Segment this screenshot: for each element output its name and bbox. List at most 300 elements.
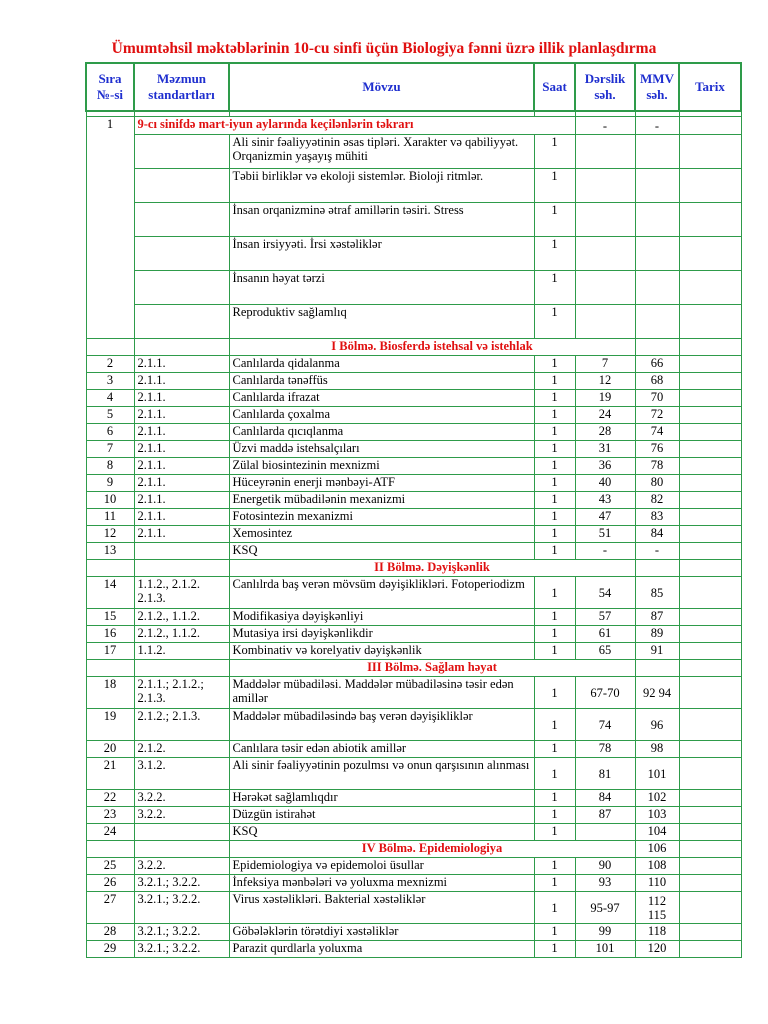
row-number: 2 — [86, 356, 134, 373]
mmv-cell: 83 — [635, 509, 679, 526]
saat-cell: 1 — [534, 356, 575, 373]
table-row — [86, 626, 741, 643]
standard-cell — [134, 237, 229, 271]
table-row — [86, 709, 741, 741]
standard-cell — [134, 135, 229, 169]
saat-cell: 1 — [534, 271, 575, 305]
mmv-cell: 118 — [635, 924, 679, 941]
mmv-cell — [635, 237, 679, 271]
topic-cell: Üzvi maddə istehsalçıları — [229, 441, 534, 458]
standard-cell: 2.1.1. — [134, 390, 229, 407]
table-row — [86, 543, 741, 560]
standard-cell: 3.2.1.; 3.2.2. — [134, 924, 229, 941]
table-row — [86, 526, 741, 543]
tarix-cell — [679, 841, 741, 858]
mmv-cell: 85 — [635, 577, 679, 609]
topic-cell: Maddələr mübadiləsi. Maddələr mübadiləsinə təsir edən amillər — [229, 677, 534, 709]
tarix-cell — [679, 941, 741, 958]
table-row — [86, 790, 741, 807]
topic-cell: İnfeksiya mənbələri və yoluxma mexnizmi — [229, 875, 534, 892]
row-number: 12 — [86, 526, 134, 543]
tarix-cell — [679, 560, 741, 577]
derslik-cell: 87 — [575, 807, 635, 824]
tarix-cell — [679, 424, 741, 441]
header-mezmun: Məzmun standartları — [134, 63, 229, 111]
table-row — [86, 509, 741, 526]
derslik-cell: - — [575, 543, 635, 560]
table-row — [86, 492, 741, 509]
mmv-cell: - — [635, 117, 679, 135]
tarix-cell — [679, 475, 741, 492]
section-row — [86, 560, 741, 577]
table-row — [86, 643, 741, 660]
standard-cell: 2.1.2., 1.1.2. — [134, 626, 229, 643]
tarix-cell — [679, 237, 741, 271]
section-title: IV Bölmə. Epidemiologiya — [229, 841, 635, 858]
tarix-cell — [679, 741, 741, 758]
mmv-cell: 112 115 — [635, 892, 679, 924]
topic-cell: Fotosintezin mexanizmi — [229, 509, 534, 526]
standard-cell — [134, 824, 229, 841]
header-sira: Sıra №-si — [86, 63, 134, 111]
derslik-cell: 74 — [575, 709, 635, 741]
standard-cell: 2.1.1. — [134, 475, 229, 492]
topic-cell: Təbii birliklər və ekoloji sistemlər. Bioloji ritmlər. — [229, 169, 534, 203]
tarix-cell — [679, 509, 741, 526]
table-row — [86, 892, 741, 924]
table-row — [86, 373, 741, 390]
saat-cell: 1 — [534, 875, 575, 892]
table-row — [86, 135, 741, 169]
standard-cell: 2.1.1. — [134, 492, 229, 509]
standard-cell — [134, 271, 229, 305]
section-blank — [134, 339, 229, 356]
tarix-cell — [679, 407, 741, 424]
topic-cell: Maddələr mübadiləsində baş verən dəyişikliklər — [229, 709, 534, 741]
review-title: 9-cı sinifdə mart-iyun aylarında keçilənlərin təkrarı — [134, 117, 575, 135]
tarix-cell — [679, 758, 741, 790]
mmv-cell: 78 — [635, 458, 679, 475]
topic-cell: Hüceyrənin enerji mənbəyi-ATF — [229, 475, 534, 492]
derslik-cell: 99 — [575, 924, 635, 941]
table-row — [86, 741, 741, 758]
header-movzu: Mövzu — [229, 63, 534, 111]
tarix-cell — [679, 875, 741, 892]
topic-cell: Epidemiologiya və epidemoloi üsullar — [229, 858, 534, 875]
section-row — [86, 339, 741, 356]
row-number: 9 — [86, 475, 134, 492]
standard-cell: 3.1.2. — [134, 758, 229, 790]
section-blank — [86, 841, 134, 858]
mmv-cell: 102 — [635, 790, 679, 807]
topic-cell: İnsan orqanizminə ətraf amillərin təsiri. Stress — [229, 203, 534, 237]
table-row — [86, 858, 741, 875]
row-number: 4 — [86, 390, 134, 407]
topic-cell: Energetik mübadilənin mexanizmi — [229, 492, 534, 509]
saat-cell: 1 — [534, 373, 575, 390]
mmv-cell: 96 — [635, 709, 679, 741]
topic-cell: Hərəkət sağlamlıqdır — [229, 790, 534, 807]
table-row — [86, 169, 741, 203]
row-number: 24 — [86, 824, 134, 841]
derslik-cell — [575, 237, 635, 271]
derslik-cell: 43 — [575, 492, 635, 509]
standard-cell: 2.1.2. — [134, 741, 229, 758]
saat-cell: 1 — [534, 924, 575, 941]
topic-cell: Zülal biosintezinin mexnizmi — [229, 458, 534, 475]
row-number: 18 — [86, 677, 134, 709]
standard-cell: 2.1.1. — [134, 373, 229, 390]
tarix-cell — [679, 373, 741, 390]
derslik-cell: 84 — [575, 790, 635, 807]
topic-cell: İnsan irsiyyəti. İrsi xəstəliklər — [229, 237, 534, 271]
row-number: 23 — [86, 807, 134, 824]
mmv-cell — [635, 135, 679, 169]
saat-cell: 1 — [534, 135, 575, 169]
standard-cell: 2.1.1. — [134, 424, 229, 441]
table-row — [86, 941, 741, 958]
topic-cell: KSQ — [229, 543, 534, 560]
standard-cell — [134, 305, 229, 339]
mmv-cell — [635, 560, 679, 577]
standard-cell: 3.2.2. — [134, 858, 229, 875]
derslik-cell: 65 — [575, 643, 635, 660]
header-tarix: Tarix — [679, 63, 741, 111]
mmv-cell: 76 — [635, 441, 679, 458]
row-number: 27 — [86, 892, 134, 924]
derslik-cell — [575, 271, 635, 305]
saat-cell: 1 — [534, 790, 575, 807]
derslik-cell: - — [575, 117, 635, 135]
derslik-cell: 90 — [575, 858, 635, 875]
topic-cell: Mutasiya irsi dəyişkənlikdir — [229, 626, 534, 643]
topic-cell: Canlılarda tənəffüs — [229, 373, 534, 390]
mmv-cell: 82 — [635, 492, 679, 509]
tarix-cell — [679, 271, 741, 305]
tarix-cell — [679, 858, 741, 875]
row-number: 11 — [86, 509, 134, 526]
tarix-cell — [679, 790, 741, 807]
mmv-cell: 91 — [635, 643, 679, 660]
mmv-cell — [635, 169, 679, 203]
row-number: 29 — [86, 941, 134, 958]
page-title: Ümumtəhsil məktəblərinin 10-cu sinfi üçün Biologiya fənni üzrə illik planlaşdırma — [111, 40, 657, 57]
section-blank — [86, 660, 134, 677]
section-row — [86, 841, 741, 858]
derslik-cell: 36 — [575, 458, 635, 475]
table-body — [86, 111, 741, 958]
tarix-cell — [679, 709, 741, 741]
mmv-cell: 104 — [635, 824, 679, 841]
standard-cell: 1.1.2. — [134, 643, 229, 660]
derslik-cell: 101 — [575, 941, 635, 958]
saat-cell: 1 — [534, 643, 575, 660]
table-row — [86, 824, 741, 841]
row-number: 6 — [86, 424, 134, 441]
topic-cell: Düzgün istirahət — [229, 807, 534, 824]
mmv-cell: 87 — [635, 609, 679, 626]
saat-cell: 1 — [534, 237, 575, 271]
topic-cell: Reproduktiv sağlamlıq — [229, 305, 534, 339]
standard-cell: 3.2.1.; 3.2.2. — [134, 941, 229, 958]
row-number: 28 — [86, 924, 134, 941]
saat-cell: 1 — [534, 305, 575, 339]
tarix-cell — [679, 356, 741, 373]
topic-cell: Parazit qurdlarla yoluxma — [229, 941, 534, 958]
mmv-cell: 101 — [635, 758, 679, 790]
derslik-cell: 28 — [575, 424, 635, 441]
tarix-cell — [679, 643, 741, 660]
table-row — [86, 875, 741, 892]
table-row — [86, 407, 741, 424]
saat-cell: 1 — [534, 390, 575, 407]
section-title: II Bölmə. Dəyişkənlik — [229, 560, 635, 577]
derslik-cell: 12 — [575, 373, 635, 390]
mmv-cell — [635, 339, 679, 356]
tarix-cell — [679, 441, 741, 458]
row-number: 16 — [86, 626, 134, 643]
mmv-cell: 80 — [635, 475, 679, 492]
saat-cell: 1 — [534, 492, 575, 509]
table-row — [86, 475, 741, 492]
row-number: 8 — [86, 458, 134, 475]
tarix-cell — [679, 390, 741, 407]
row-number: 13 — [86, 543, 134, 560]
table-row — [86, 203, 741, 237]
topic-cell: İnsanın həyat tərzi — [229, 271, 534, 305]
table-row — [86, 924, 741, 941]
derslik-cell: 47 — [575, 509, 635, 526]
row-number: 22 — [86, 790, 134, 807]
standard-cell: 3.2.1.; 3.2.2. — [134, 875, 229, 892]
row-number: 1 — [86, 117, 134, 339]
row-number: 14 — [86, 577, 134, 609]
mmv-cell: 92 94 — [635, 677, 679, 709]
saat-cell: 1 — [534, 709, 575, 741]
tarix-cell — [679, 609, 741, 626]
table-row — [86, 458, 741, 475]
standard-cell: 2.1.2.; 2.1.3. — [134, 709, 229, 741]
table-row — [86, 356, 741, 373]
row-number: 25 — [86, 858, 134, 875]
mmv-cell: 68 — [635, 373, 679, 390]
derslik-cell: 19 — [575, 390, 635, 407]
saat-cell: 1 — [534, 626, 575, 643]
tarix-cell — [679, 577, 741, 609]
row-number: 21 — [86, 758, 134, 790]
topic-cell: Canlılrda baş verən mövsüm dəyişiklikləri. Fotoperiodizm — [229, 577, 534, 609]
section-row — [86, 660, 741, 677]
tarix-cell — [679, 135, 741, 169]
table-row — [86, 390, 741, 407]
saat-cell: 1 — [534, 475, 575, 492]
section-blank — [134, 660, 229, 677]
saat-cell: 1 — [534, 858, 575, 875]
saat-cell: 1 — [534, 892, 575, 924]
standard-cell: 2.1.1. — [134, 441, 229, 458]
topic-cell: Canlılarda çoxalma — [229, 407, 534, 424]
table-row — [86, 271, 741, 305]
derslik-cell — [575, 824, 635, 841]
table-row — [86, 441, 741, 458]
row-number: 19 — [86, 709, 134, 741]
table-row — [86, 424, 741, 441]
table-row — [86, 577, 741, 609]
row-number: 15 — [86, 609, 134, 626]
tarix-cell — [679, 677, 741, 709]
saat-cell: 1 — [534, 458, 575, 475]
standard-cell: 2.1.1. — [134, 509, 229, 526]
saat-cell: 1 — [534, 577, 575, 609]
tarix-cell — [679, 626, 741, 643]
saat-cell: 1 — [534, 407, 575, 424]
derslik-cell: 95-97 — [575, 892, 635, 924]
saat-cell: 1 — [534, 203, 575, 237]
topic-cell: Canlılarda qıcıqlanma — [229, 424, 534, 441]
tarix-cell — [679, 169, 741, 203]
standard-cell: 3.2.2. — [134, 807, 229, 824]
table-row — [86, 117, 741, 135]
mmv-cell — [635, 305, 679, 339]
mmv-cell: 72 — [635, 407, 679, 424]
topic-cell: Xemosintez — [229, 526, 534, 543]
standard-cell — [134, 543, 229, 560]
planning-table — [85, 62, 742, 958]
standard-cell: 2.1.2., 1.1.2. — [134, 609, 229, 626]
section-blank — [134, 841, 229, 858]
saat-cell: 1 — [534, 758, 575, 790]
standard-cell: 2.1.1. — [134, 356, 229, 373]
topic-cell: Canlılara təsir edən abiotik amillər — [229, 741, 534, 758]
standard-cell: 1.1.2., 2.1.2. 2.1.3. — [134, 577, 229, 609]
derslik-cell: 61 — [575, 626, 635, 643]
standard-cell: 3.2.2. — [134, 790, 229, 807]
tarix-cell — [679, 924, 741, 941]
saat-cell: 1 — [534, 526, 575, 543]
mmv-cell: 74 — [635, 424, 679, 441]
mmv-cell — [635, 271, 679, 305]
topic-cell: Ali sinir fəaliyyətinin pozulmsı və onun qarşısının alınması — [229, 758, 534, 790]
derslik-cell: 57 — [575, 609, 635, 626]
standard-cell — [134, 203, 229, 237]
topic-cell: Ali sinir fəaliyyətinin əsas tipləri. Xarakter və qabiliyyət. Orqanizmin yaşayış mühiti — [229, 135, 534, 169]
tarix-cell — [679, 807, 741, 824]
mmv-cell: 89 — [635, 626, 679, 643]
header-derslik: Dərslik səh. — [575, 63, 635, 111]
saat-cell: 1 — [534, 509, 575, 526]
tarix-cell — [679, 203, 741, 237]
topic-cell: Canlılarda qidalanma — [229, 356, 534, 373]
tarix-cell — [679, 458, 741, 475]
derslik-cell: 7 — [575, 356, 635, 373]
row-number: 10 — [86, 492, 134, 509]
derslik-cell — [575, 169, 635, 203]
mmv-cell: 106 — [635, 841, 679, 858]
derslik-cell: 40 — [575, 475, 635, 492]
tarix-cell — [679, 339, 741, 356]
tarix-cell — [679, 305, 741, 339]
table-row — [86, 305, 741, 339]
header-mmv: MMV səh. — [635, 63, 679, 111]
mmv-cell — [635, 660, 679, 677]
standard-cell: 3.2.1.; 3.2.2. — [134, 892, 229, 924]
saat-cell: 1 — [534, 677, 575, 709]
section-title: I Bölmə. Biosferdə istehsal və istehlak — [229, 339, 635, 356]
derslik-cell: 81 — [575, 758, 635, 790]
topic-cell: Göbələklərin törətdiyi xəstəliklər — [229, 924, 534, 941]
mmv-cell: 103 — [635, 807, 679, 824]
row-number: 3 — [86, 373, 134, 390]
derslik-cell: 78 — [575, 741, 635, 758]
topic-cell: Kombinativ və korelyativ dəyişkənlik — [229, 643, 534, 660]
row-number: 26 — [86, 875, 134, 892]
topic-cell: Canlılarda ifrazat — [229, 390, 534, 407]
section-blank — [134, 560, 229, 577]
mmv-cell: 120 — [635, 941, 679, 958]
derslik-cell: 31 — [575, 441, 635, 458]
derslik-cell — [575, 135, 635, 169]
mmv-cell — [635, 203, 679, 237]
table-row — [86, 758, 741, 790]
section-blank — [86, 339, 134, 356]
section-title: III Bölmə. Sağlam həyat — [229, 660, 635, 677]
saat-cell: 1 — [534, 824, 575, 841]
tarix-cell — [679, 543, 741, 560]
tarix-cell — [679, 492, 741, 509]
derslik-cell — [575, 203, 635, 237]
mmv-cell: 66 — [635, 356, 679, 373]
section-blank — [86, 560, 134, 577]
standard-cell: 2.1.1. — [134, 458, 229, 475]
table-row — [86, 677, 741, 709]
header-saat: Saat — [534, 63, 575, 111]
derslik-cell: 54 — [575, 577, 635, 609]
row-number: 7 — [86, 441, 134, 458]
table-row — [86, 237, 741, 271]
standard-cell: 2.1.1. — [134, 526, 229, 543]
derslik-cell: 24 — [575, 407, 635, 424]
table-row — [86, 807, 741, 824]
row-number: 20 — [86, 741, 134, 758]
mmv-cell: 70 — [635, 390, 679, 407]
tarix-cell — [679, 824, 741, 841]
topic-cell: Virus xəstəlikləri. Bakterial xəstəliklər — [229, 892, 534, 924]
derslik-cell: 93 — [575, 875, 635, 892]
table-row — [86, 609, 741, 626]
mmv-cell: 98 — [635, 741, 679, 758]
standard-cell: 2.1.1. — [134, 407, 229, 424]
header-row — [86, 63, 741, 111]
saat-cell: 1 — [534, 424, 575, 441]
tarix-cell — [679, 526, 741, 543]
row-number: 5 — [86, 407, 134, 424]
saat-cell: 1 — [534, 169, 575, 203]
mmv-cell: 84 — [635, 526, 679, 543]
tarix-cell — [679, 892, 741, 924]
saat-cell: 1 — [534, 741, 575, 758]
mmv-cell: - — [635, 543, 679, 560]
derslik-cell: 51 — [575, 526, 635, 543]
row-number: 17 — [86, 643, 134, 660]
saat-cell: 1 — [534, 441, 575, 458]
derslik-cell: 67-70 — [575, 677, 635, 709]
saat-cell: 1 — [534, 609, 575, 626]
standard-cell — [134, 169, 229, 203]
tarix-cell — [679, 660, 741, 677]
saat-cell: 1 — [534, 941, 575, 958]
saat-cell: 1 — [534, 543, 575, 560]
saat-cell: 1 — [534, 807, 575, 824]
